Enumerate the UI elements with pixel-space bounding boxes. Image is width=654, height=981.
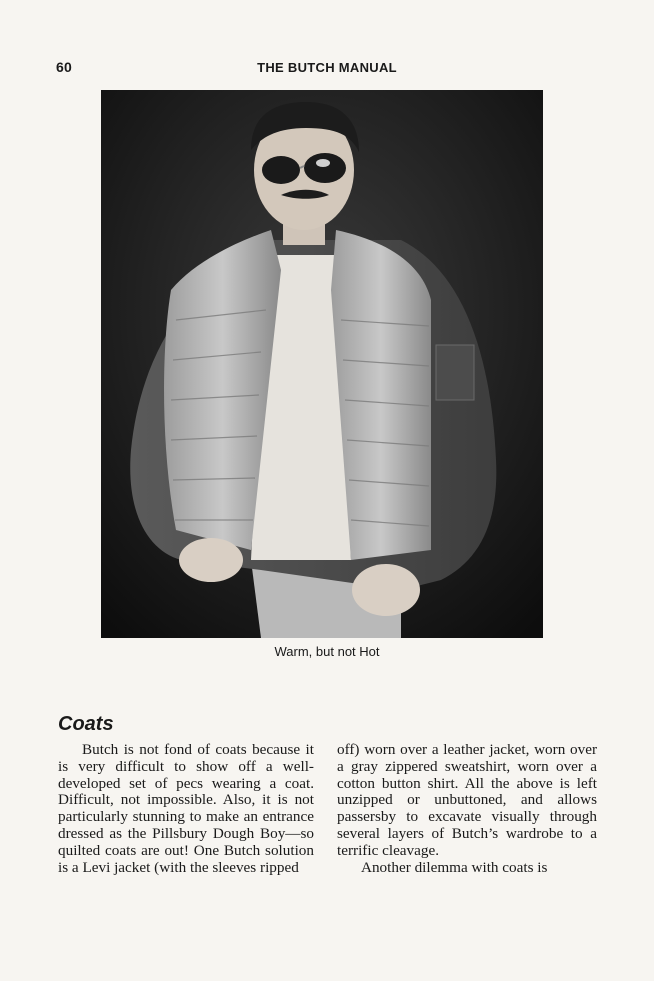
photo-caption: Warm, but not Hot (274, 644, 380, 659)
photo-man-in-jacket (101, 90, 543, 638)
section-title: Coats (58, 713, 114, 735)
paragraph-left: Butch is not fond of coats because it is very difficult to show off a well-developed set of pecs wearing a coat. Difficult, not impossible. Also, it is not particularly stunning to make an entrance dressed as the Pillsbury Dough Boy—so quilted coats are out! One Butch solution is a Levi jacket (with the sleeves ripped (58, 741, 314, 876)
paragraph-right-1: off) worn over a leather jacket, worn over a gray zippered sweatshirt, worn over a cotton button shirt. All the above is left unzipped or unbuttoned, and allows passersby to excavate visually through several layers of Butch’s wardrobe to a terrific cleavage. (337, 741, 597, 859)
paragraph-right-2: Another dilemma with coats is (361, 858, 548, 876)
page-number: 60 (56, 59, 72, 75)
text-column-right (337, 742, 597, 876)
text-column-left (58, 742, 314, 876)
running-head: THE BUTCH MANUAL (257, 60, 397, 75)
